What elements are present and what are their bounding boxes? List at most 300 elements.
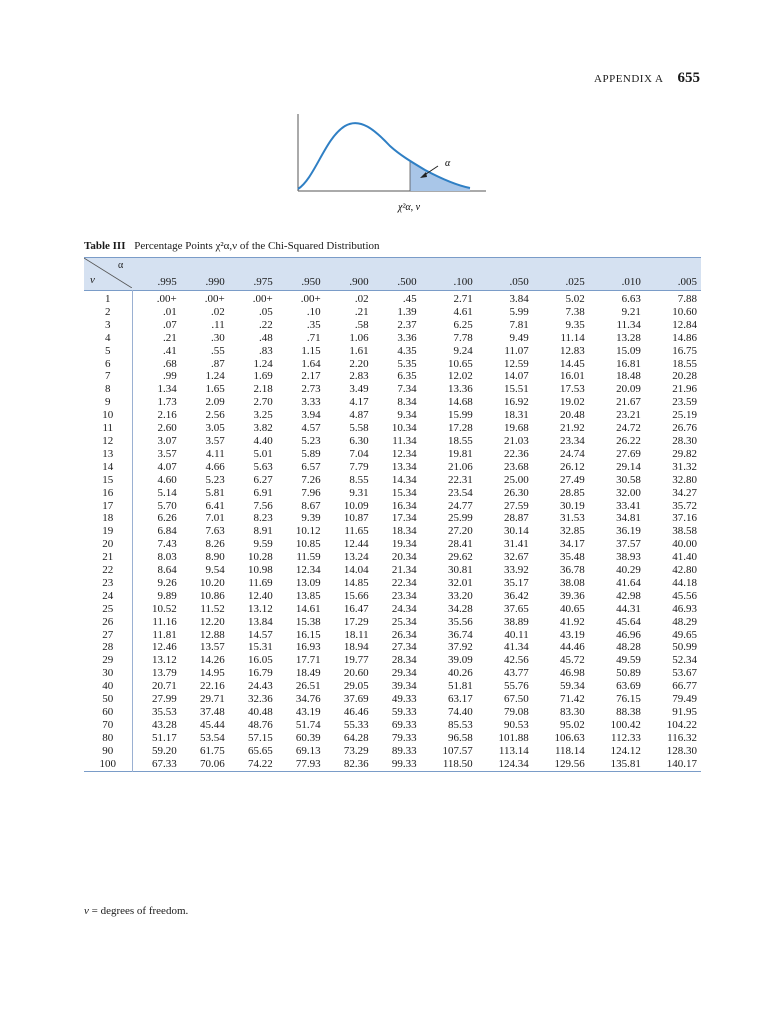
table-cell: .21 bbox=[162, 331, 177, 344]
table-cell: 5.81 bbox=[205, 486, 225, 499]
table-cell: 100.42 bbox=[610, 718, 641, 731]
page-number: 655 bbox=[677, 70, 700, 86]
degrees-of-freedom-cell: 15 bbox=[84, 474, 132, 487]
table-cell: 1.64 bbox=[301, 357, 321, 370]
table-row bbox=[84, 603, 701, 616]
table-cell: 29.82 bbox=[672, 447, 697, 460]
table-cell: .58 bbox=[354, 318, 369, 331]
table-cell: 66.77 bbox=[672, 680, 697, 693]
table-cell: .02 bbox=[354, 293, 369, 305]
alpha-label: α bbox=[445, 158, 451, 169]
table-cell: 33.92 bbox=[503, 564, 529, 577]
table-cell: 49.33 bbox=[391, 693, 417, 706]
table-cell: 22.16 bbox=[199, 680, 225, 693]
table-cell: 13.12 bbox=[247, 602, 273, 615]
table-row bbox=[84, 370, 701, 383]
table-cell: 11.81 bbox=[152, 628, 177, 641]
table-cell: .48 bbox=[258, 331, 273, 344]
degrees-of-freedom-cell: 11 bbox=[84, 422, 132, 435]
table-cell: 73.29 bbox=[343, 744, 369, 757]
table-cell: 16.79 bbox=[247, 667, 273, 680]
table-cell: 3.25 bbox=[253, 409, 273, 422]
table-cell: 113.14 bbox=[498, 744, 529, 757]
table-cell: 76.15 bbox=[616, 693, 641, 706]
table-cell: 27.49 bbox=[560, 473, 585, 486]
table-cell: 7.04 bbox=[349, 447, 369, 460]
table-row bbox=[84, 719, 701, 732]
table-cell: 27.69 bbox=[616, 447, 641, 460]
table-cell: 8.26 bbox=[205, 538, 225, 551]
table-cell: 1.24 bbox=[253, 357, 273, 370]
table-cell: 21.67 bbox=[616, 396, 641, 409]
table-cell: 34.76 bbox=[295, 693, 321, 706]
table-cell: 46.98 bbox=[560, 667, 585, 680]
table-cell: 20.34 bbox=[391, 551, 417, 564]
table-cell: 8.64 bbox=[157, 564, 177, 577]
table-cell: 40.11 bbox=[504, 628, 529, 641]
table-cell: 14.04 bbox=[343, 564, 369, 577]
table-row bbox=[84, 461, 701, 474]
table-cell: 26.12 bbox=[560, 460, 585, 473]
table-cell: 7.63 bbox=[205, 525, 225, 538]
column-header: .975 bbox=[253, 276, 273, 288]
table-cell: 44.46 bbox=[560, 641, 585, 654]
table-cell: 2.17 bbox=[301, 370, 321, 383]
table-cell: 69.33 bbox=[391, 718, 417, 731]
table-row bbox=[84, 590, 701, 603]
table-cell: 11.07 bbox=[504, 344, 529, 357]
table-cell: 7.79 bbox=[349, 460, 369, 473]
table-row bbox=[84, 577, 701, 590]
table-cell: 13.79 bbox=[151, 667, 177, 680]
table-cell: 79.49 bbox=[672, 693, 697, 706]
table-cell: 40.29 bbox=[616, 564, 641, 577]
table-cell: 2.56 bbox=[205, 409, 225, 422]
table-cell: 104.22 bbox=[666, 718, 697, 731]
column-header: .500 bbox=[397, 276, 417, 288]
table-row bbox=[84, 409, 701, 422]
table-cell: 17.71 bbox=[295, 654, 321, 667]
table-cell: 25.00 bbox=[503, 473, 529, 486]
table-cell: 90.53 bbox=[503, 718, 529, 731]
degrees-of-freedom-cell: 5 bbox=[84, 345, 132, 358]
table-cell: 40.00 bbox=[672, 538, 697, 551]
table-cell: 13.09 bbox=[295, 576, 321, 589]
table-cell: 45.72 bbox=[560, 654, 585, 667]
table-cell: 49.59 bbox=[616, 654, 641, 667]
table-cell: 18.48 bbox=[616, 370, 641, 383]
degrees-of-freedom-cell: 22 bbox=[84, 564, 132, 577]
table-cell: 5.99 bbox=[509, 305, 529, 318]
table-cell: 95.02 bbox=[560, 718, 585, 731]
table-cell: 9.59 bbox=[253, 538, 273, 551]
table-cell: 40.65 bbox=[560, 602, 585, 615]
table-cell: 6.84 bbox=[157, 525, 177, 538]
table-cell: 13.28 bbox=[616, 331, 641, 344]
table-cell: 35.56 bbox=[447, 615, 473, 628]
table-cell: 16.47 bbox=[343, 602, 369, 615]
table-cell: 2.09 bbox=[205, 396, 225, 409]
degrees-of-freedom-cell: 19 bbox=[84, 525, 132, 538]
table-cell: 79.08 bbox=[503, 706, 529, 718]
table-cell: 4.40 bbox=[253, 434, 273, 447]
table-cell: 4.07 bbox=[157, 460, 177, 473]
table-cell: 5.23 bbox=[205, 473, 225, 486]
table-cell: 24.34 bbox=[391, 602, 417, 615]
table-cell: 19.81 bbox=[447, 447, 473, 460]
table-cell: 18.31 bbox=[503, 409, 529, 422]
table-row bbox=[84, 745, 701, 758]
degrees-of-freedom-cell: 18 bbox=[84, 512, 132, 525]
table-cell: 1.34 bbox=[157, 383, 177, 396]
table-cell: 20.71 bbox=[151, 680, 177, 693]
degrees-of-freedom-cell: 80 bbox=[84, 732, 132, 745]
table-cell: 38.89 bbox=[503, 615, 529, 628]
table-cell: 9.24 bbox=[453, 344, 473, 357]
degrees-of-freedom-cell: 12 bbox=[84, 435, 132, 448]
table-row bbox=[84, 706, 701, 719]
table-cell: 20.60 bbox=[343, 667, 369, 680]
table-cell: 26.51 bbox=[295, 680, 321, 693]
table-cell: 71.42 bbox=[560, 693, 585, 706]
table-cell: 55.76 bbox=[503, 680, 529, 693]
table-cell: 3.82 bbox=[253, 422, 273, 435]
table-title: Percentage Points χ²α,ν of the Chi-Squared Distribution bbox=[134, 240, 380, 252]
table-cell: 112.33 bbox=[610, 731, 641, 744]
table-cell: 13.12 bbox=[151, 654, 177, 667]
table-cell: 48.76 bbox=[247, 718, 273, 731]
table-cell: 11.34 bbox=[392, 434, 417, 447]
table-cell: 16.75 bbox=[672, 344, 697, 357]
table-caption bbox=[84, 240, 380, 252]
table-cell: 31.32 bbox=[672, 460, 697, 473]
table-cell: 8.34 bbox=[397, 396, 417, 409]
table-cell: 12.46 bbox=[151, 641, 177, 654]
table-cell: 6.91 bbox=[253, 486, 273, 499]
table-cell: 28.87 bbox=[503, 512, 529, 525]
table-cell: 74.40 bbox=[447, 706, 473, 718]
table-cell: 36.74 bbox=[447, 628, 473, 641]
table-cell: 14.85 bbox=[343, 576, 369, 589]
table-cell: 3.36 bbox=[397, 331, 417, 344]
table-cell: 23.34 bbox=[560, 434, 585, 447]
table-cell: 27.59 bbox=[503, 499, 529, 512]
table-cell: 45.56 bbox=[672, 589, 697, 602]
table-cell: 4.11 bbox=[205, 447, 225, 460]
table-cell: .10 bbox=[306, 305, 321, 318]
table-cell: 2.60 bbox=[157, 422, 177, 435]
table-cell: 14.34 bbox=[391, 473, 417, 486]
table-cell: 5.70 bbox=[157, 499, 177, 512]
table-cell: 46.46 bbox=[343, 706, 369, 718]
table-cell: 1.73 bbox=[157, 396, 177, 409]
table-cell: 4.35 bbox=[397, 344, 417, 357]
table-cell: 13.85 bbox=[295, 589, 321, 602]
table-cell: .05 bbox=[258, 305, 273, 318]
table-cell: 10.65 bbox=[447, 357, 473, 370]
table-cell: 38.93 bbox=[616, 551, 641, 564]
table-cell: 21.03 bbox=[503, 434, 529, 447]
table-cell: 53.54 bbox=[199, 731, 225, 744]
table-cell: 2.83 bbox=[349, 370, 369, 383]
table-cell: 59.20 bbox=[151, 744, 177, 757]
table-cell: 10.52 bbox=[151, 602, 177, 615]
table-cell: 28.85 bbox=[560, 486, 585, 499]
table-cell: 20.09 bbox=[616, 383, 641, 396]
table-cell: 12.59 bbox=[503, 357, 529, 370]
table-cell: 37.57 bbox=[616, 538, 641, 551]
table-cell: 32.85 bbox=[560, 525, 585, 538]
table-cell: 69.13 bbox=[295, 744, 321, 757]
table-row bbox=[84, 667, 701, 680]
table-cell: 29.62 bbox=[447, 551, 473, 564]
table-row bbox=[84, 758, 701, 771]
table-cell: 5.89 bbox=[301, 447, 321, 460]
table-cell: 10.86 bbox=[199, 589, 225, 602]
table-cell: 57.15 bbox=[247, 731, 273, 744]
table-cell: 107.57 bbox=[442, 744, 473, 757]
table-cell: 34.17 bbox=[560, 538, 585, 551]
table-cell: 35.53 bbox=[151, 706, 177, 718]
table-cell: 4.66 bbox=[205, 460, 225, 473]
degrees-of-freedom-cell: 24 bbox=[84, 590, 132, 603]
table-row bbox=[84, 525, 701, 538]
table-cell: .00+ bbox=[252, 293, 273, 305]
table-cell: 5.58 bbox=[349, 422, 369, 435]
degrees-of-freedom-cell: 70 bbox=[84, 719, 132, 732]
table-cell: 6.41 bbox=[205, 499, 225, 512]
table-cell: 1.65 bbox=[205, 383, 225, 396]
table-cell: 51.81 bbox=[447, 680, 473, 693]
degrees-of-freedom-cell: 7 bbox=[84, 370, 132, 383]
table-cell: 4.60 bbox=[157, 473, 177, 486]
table-cell: 10.87 bbox=[343, 512, 369, 525]
table-row bbox=[84, 538, 701, 551]
table-cell: 8.03 bbox=[157, 551, 177, 564]
table-row bbox=[84, 564, 701, 577]
table-row bbox=[84, 641, 701, 654]
table-cell: 13.84 bbox=[247, 615, 273, 628]
table-cell: 15.99 bbox=[447, 409, 473, 422]
table-cell: .22 bbox=[258, 318, 273, 331]
table-cell: 31.53 bbox=[560, 512, 585, 525]
table-cell: 82.36 bbox=[343, 757, 369, 770]
table-cell: 10.98 bbox=[247, 564, 273, 577]
table-cell: 24.77 bbox=[447, 499, 473, 512]
table-cell: 46.96 bbox=[616, 628, 641, 641]
table-cell: 21.06 bbox=[447, 460, 473, 473]
table-cell: 4.17 bbox=[349, 396, 369, 409]
table-cell: 2.71 bbox=[453, 293, 473, 305]
table-cell: 8.23 bbox=[253, 512, 273, 525]
table-cell: 41.92 bbox=[560, 615, 585, 628]
table-cell: 37.16 bbox=[672, 512, 697, 525]
table-cell: 9.89 bbox=[157, 589, 177, 602]
table-cell: 79.33 bbox=[391, 731, 417, 744]
table-cell: 13.36 bbox=[447, 383, 473, 396]
table-cell: 83.30 bbox=[560, 706, 585, 718]
degrees-of-freedom-cell: 100 bbox=[84, 758, 132, 771]
table-cell: 33.20 bbox=[447, 589, 473, 602]
table-cell: 9.54 bbox=[205, 564, 225, 577]
table-cell: .30 bbox=[210, 331, 225, 344]
table-cell: 3.57 bbox=[205, 434, 225, 447]
table-cell: 15.51 bbox=[503, 383, 529, 396]
table-cell: 26.34 bbox=[391, 628, 417, 641]
table-cell: 11.14 bbox=[560, 331, 585, 344]
table-cell: 12.34 bbox=[295, 564, 321, 577]
table-cell: 22.34 bbox=[391, 576, 417, 589]
table-cell: 18.34 bbox=[391, 525, 417, 538]
table-cell: 30.14 bbox=[503, 525, 529, 538]
table-cell: 34.28 bbox=[447, 602, 473, 615]
table-cell: 8.90 bbox=[205, 551, 225, 564]
degrees-of-freedom-cell: 6 bbox=[84, 358, 132, 371]
table-cell: 14.57 bbox=[247, 628, 273, 641]
table-cell: 6.57 bbox=[301, 460, 321, 473]
degrees-of-freedom-cell: 17 bbox=[84, 500, 132, 513]
degrees-of-freedom-cell: 10 bbox=[84, 409, 132, 422]
table-cell: 22.31 bbox=[447, 473, 473, 486]
chi-square-density-figure bbox=[290, 108, 490, 220]
table-cell: 2.16 bbox=[157, 409, 177, 422]
table-cell: 12.88 bbox=[199, 628, 225, 641]
running-head bbox=[594, 70, 700, 87]
table-row bbox=[84, 448, 701, 461]
table-cell: 26.30 bbox=[503, 486, 529, 499]
table-cell: 5.35 bbox=[397, 357, 417, 370]
degrees-of-freedom-cell: 14 bbox=[84, 461, 132, 474]
table-cell: 3.33 bbox=[301, 396, 321, 409]
table-cell: 12.02 bbox=[447, 370, 473, 383]
table-cell: 9.39 bbox=[301, 512, 321, 525]
table-cell: .68 bbox=[162, 357, 177, 370]
corner-alpha-label: α bbox=[118, 260, 124, 271]
table-cell: 5.01 bbox=[253, 447, 273, 460]
degrees-of-freedom-cell: 40 bbox=[84, 680, 132, 693]
table-row bbox=[84, 474, 701, 487]
table-cell: 23.21 bbox=[616, 409, 641, 422]
table-cell: 12.44 bbox=[343, 538, 369, 551]
table-cell: 11.59 bbox=[296, 551, 321, 564]
table-row bbox=[84, 332, 701, 345]
table-cell: 118.50 bbox=[442, 757, 473, 770]
table-cell: 7.56 bbox=[253, 499, 273, 512]
table-cell: 7.78 bbox=[453, 331, 473, 344]
table-cell: 31.41 bbox=[503, 538, 529, 551]
table-cell: 135.81 bbox=[610, 757, 641, 770]
table-cell: 118.14 bbox=[554, 744, 585, 757]
table-cell: 59.33 bbox=[391, 706, 417, 718]
table-cell: 16.15 bbox=[295, 628, 321, 641]
column-header: .010 bbox=[621, 276, 641, 288]
column-header: .990 bbox=[205, 276, 225, 288]
table-cell: 41.40 bbox=[672, 551, 697, 564]
degrees-of-freedom-cell: 50 bbox=[84, 693, 132, 706]
table-cell: 7.38 bbox=[565, 305, 585, 318]
table-cell: 29.34 bbox=[391, 667, 417, 680]
table-cell: 12.40 bbox=[247, 589, 273, 602]
table-cell: 17.28 bbox=[447, 422, 473, 435]
table-cell: 85.53 bbox=[447, 718, 473, 731]
table-cell: 10.85 bbox=[295, 538, 321, 551]
table-cell: 48.29 bbox=[672, 615, 697, 628]
column-header: .900 bbox=[349, 276, 369, 288]
table-cell: 44.31 bbox=[616, 602, 641, 615]
table-cell: 14.95 bbox=[199, 667, 225, 680]
table-cell: 3.84 bbox=[509, 293, 529, 305]
table-cell: 30.81 bbox=[447, 564, 473, 577]
corner-cell bbox=[84, 258, 132, 291]
table-cell: 16.92 bbox=[503, 396, 529, 409]
table-cell: 37.65 bbox=[503, 602, 529, 615]
table-cell: 53.67 bbox=[672, 667, 697, 680]
table-cell: 11.52 bbox=[200, 602, 225, 615]
table-cell: .45 bbox=[402, 293, 417, 305]
table-cell: 3.94 bbox=[301, 409, 321, 422]
table-cell: 11.16 bbox=[152, 615, 177, 628]
table-cell: 46.93 bbox=[672, 602, 697, 615]
table-row bbox=[84, 319, 701, 332]
table-cell: 16.81 bbox=[616, 357, 641, 370]
table-cell: 42.56 bbox=[503, 654, 529, 667]
table-cell: .99 bbox=[162, 370, 177, 383]
table-cell: 43.19 bbox=[295, 706, 321, 718]
table-cell: 50.89 bbox=[616, 667, 641, 680]
table-row bbox=[84, 291, 701, 306]
table-cell: 30.19 bbox=[560, 499, 585, 512]
degrees-of-freedom-cell: 8 bbox=[84, 383, 132, 396]
table-cell: 37.48 bbox=[199, 706, 225, 718]
table-cell: 89.33 bbox=[391, 744, 417, 757]
table-cell: 14.86 bbox=[672, 331, 697, 344]
table-cell: 10.12 bbox=[295, 525, 321, 538]
table-cell: .00+ bbox=[300, 293, 321, 305]
degrees-of-freedom-cell: 1 bbox=[84, 291, 132, 306]
table-cell: 124.12 bbox=[610, 744, 641, 757]
table-cell: 64.28 bbox=[343, 731, 369, 744]
table-cell: 19.02 bbox=[560, 396, 585, 409]
table-cell: 32.80 bbox=[672, 473, 697, 486]
table-cell: 48.28 bbox=[616, 641, 641, 654]
table-cell: 41.64 bbox=[616, 576, 641, 589]
table-cell: 3.49 bbox=[349, 383, 369, 396]
degrees-of-freedom-cell: 16 bbox=[84, 487, 132, 500]
table-cell: 18.49 bbox=[295, 667, 321, 680]
table-cell: 36.19 bbox=[616, 525, 641, 538]
table-cell: .07 bbox=[162, 318, 177, 331]
table-cell: 5.23 bbox=[301, 434, 321, 447]
degrees-of-freedom-cell: 28 bbox=[84, 641, 132, 654]
table-cell: 28.30 bbox=[672, 434, 697, 447]
table-cell: 23.54 bbox=[447, 486, 473, 499]
table-cell: 18.55 bbox=[672, 357, 697, 370]
table-cell: 16.05 bbox=[247, 654, 273, 667]
table-cell: 8.91 bbox=[253, 525, 273, 538]
degrees-of-freedom-cell: 26 bbox=[84, 616, 132, 629]
table-cell: 9.34 bbox=[397, 409, 417, 422]
table-cell: .71 bbox=[306, 331, 321, 344]
density-curve-diagram bbox=[290, 108, 490, 220]
table-cell: 12.83 bbox=[560, 344, 585, 357]
table-cell: 18.11 bbox=[344, 628, 369, 641]
table-cell: 14.45 bbox=[560, 357, 585, 370]
table-cell: 21.92 bbox=[560, 422, 585, 435]
table-cell: 12.34 bbox=[391, 447, 417, 460]
table-row bbox=[84, 680, 701, 693]
table-cell: .35 bbox=[306, 318, 321, 331]
table-cell: 24.43 bbox=[247, 680, 273, 693]
